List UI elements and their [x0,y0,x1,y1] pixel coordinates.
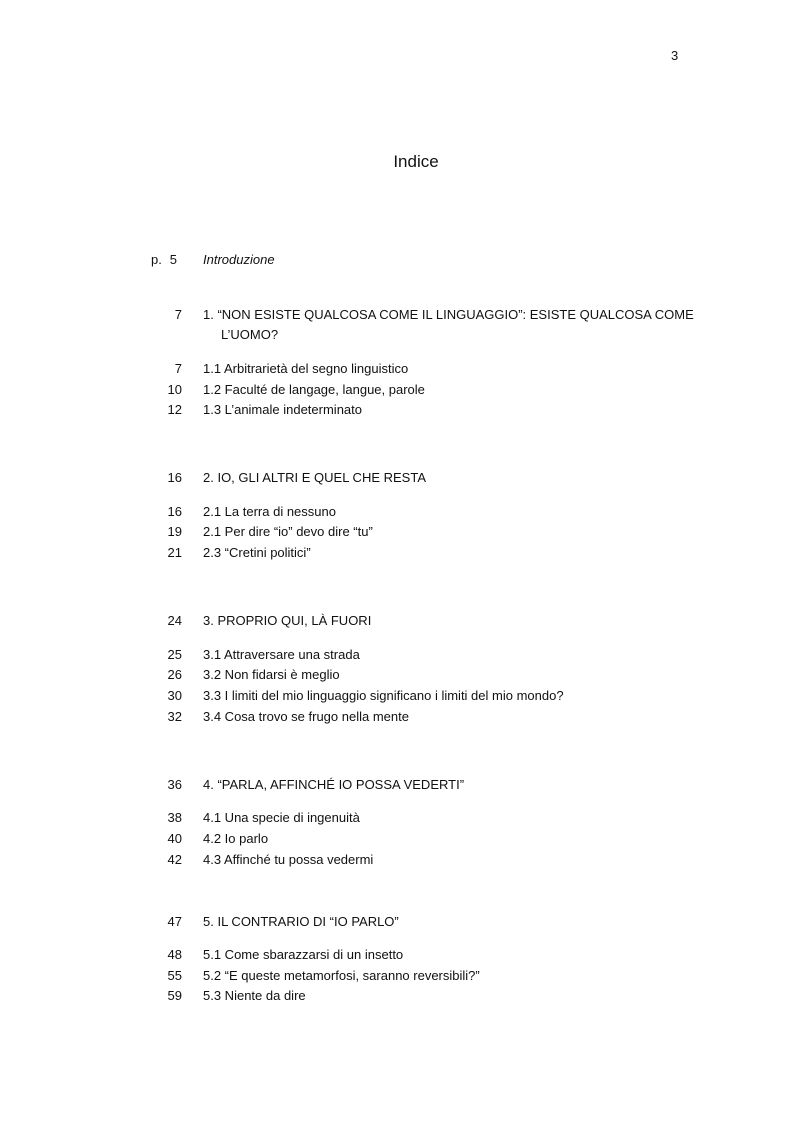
toc-page-number: 16 [167,504,182,519]
toc-section [0,543,793,563]
toc-section [0,686,793,706]
toc-page-number: 7 [174,361,182,376]
toc-label: 5.2 “E queste metamorfosi, saranno reversibili?” [203,968,480,983]
toc-section [0,400,793,420]
toc-label: 5.1 Come sbarazzarsi di un insetto [203,947,404,962]
page-number: 3 [671,48,679,63]
toc-entry-intro [0,250,793,270]
toc-section [0,966,793,986]
toc-page-number: 55 [167,968,182,983]
toc-label: 2. IO, GLI ALTRI E QUEL CHE RESTA [203,470,426,485]
toc-label: 2.1 Per dire “io” devo dire “tu” [203,524,373,539]
toc-label: 5.3 Niente da dire [203,988,306,1003]
toc-chapter [0,611,793,631]
toc-page-number: 25 [167,647,182,662]
toc-page-number: 12 [167,402,182,417]
toc-label: 4. “PARLA, AFFINCHÉ IO POSSA VEDERTI” [203,777,465,792]
page-title: Indice [393,152,439,171]
toc-label: Introduzione [203,252,275,267]
toc-section [0,945,793,965]
toc-page-number: 59 [167,988,182,1003]
toc-section [0,850,793,870]
toc-page-number: 5 [169,252,177,267]
toc-page-number: 42 [167,852,182,867]
toc-label: 3.3 I limiti del mio linguaggio significano i limiti del mio mondo? [203,688,564,703]
toc-page-number: 36 [167,777,182,792]
toc-section [0,829,793,849]
toc-page-number: 40 [167,831,182,846]
toc-page-number: 19 [167,524,182,539]
toc-section [0,522,793,542]
toc-label: 1.3 L’animale indeterminato [203,402,362,417]
toc-label: 1. “NON ESISTE QUALCOSA COME IL LINGUAGGIO”: ESISTE QUALCOSA COME [203,307,694,322]
toc-chapter [0,305,793,325]
toc-label: 3.2 Non fidarsi è meglio [203,667,340,682]
toc-section [0,502,793,522]
toc-label-continuation: L’UOMO? [221,327,279,342]
toc-chapter [0,468,793,488]
toc-page-number: 24 [167,613,182,628]
toc-label: 1.1 Arbitrarietà del segno linguistico [203,361,409,376]
toc-page-number: 21 [167,545,182,560]
toc-label: 4.1 Una specie di ingenuità [203,810,360,825]
toc-label: 1.2 Faculté de langage, langue, parole [203,382,425,397]
toc-chapter-continuation [0,325,793,345]
toc-page-number: 48 [167,947,182,962]
toc-label: 2.1 La terra di nessuno [203,504,336,519]
toc-chapter [0,775,793,795]
toc-label: 4.2 Io parlo [203,831,269,846]
toc-section [0,986,793,1006]
toc-label: 4.3 Affinché tu possa vedermi [203,852,374,867]
toc-page-prefix: p. [151,252,162,267]
toc-page-number: 26 [167,667,182,682]
toc-section [0,645,793,665]
toc-page-number: 7 [174,307,182,322]
toc-section [0,707,793,727]
toc-label: 5. IL CONTRARIO DI “IO PARLO” [203,914,399,929]
toc-label: 2.3 “Cretini politici” [203,545,311,560]
toc-section [0,665,793,685]
toc-page-number: 47 [167,914,182,929]
toc-page-number: 38 [167,810,182,825]
toc-section [0,359,793,379]
toc-page-number: 30 [167,688,182,703]
toc-page-number: 32 [167,709,182,724]
toc-label: 3. PROPRIO QUI, LÀ FUORI [203,613,372,628]
toc-section [0,380,793,400]
toc-chapter [0,912,793,932]
toc-page-number: 16 [167,470,182,485]
toc-section [0,808,793,828]
toc-page-number: 10 [167,382,182,397]
toc-label: 3.1 Attraversare una strada [203,647,360,662]
toc-label: 3.4 Cosa trovo se frugo nella mente [203,709,409,724]
